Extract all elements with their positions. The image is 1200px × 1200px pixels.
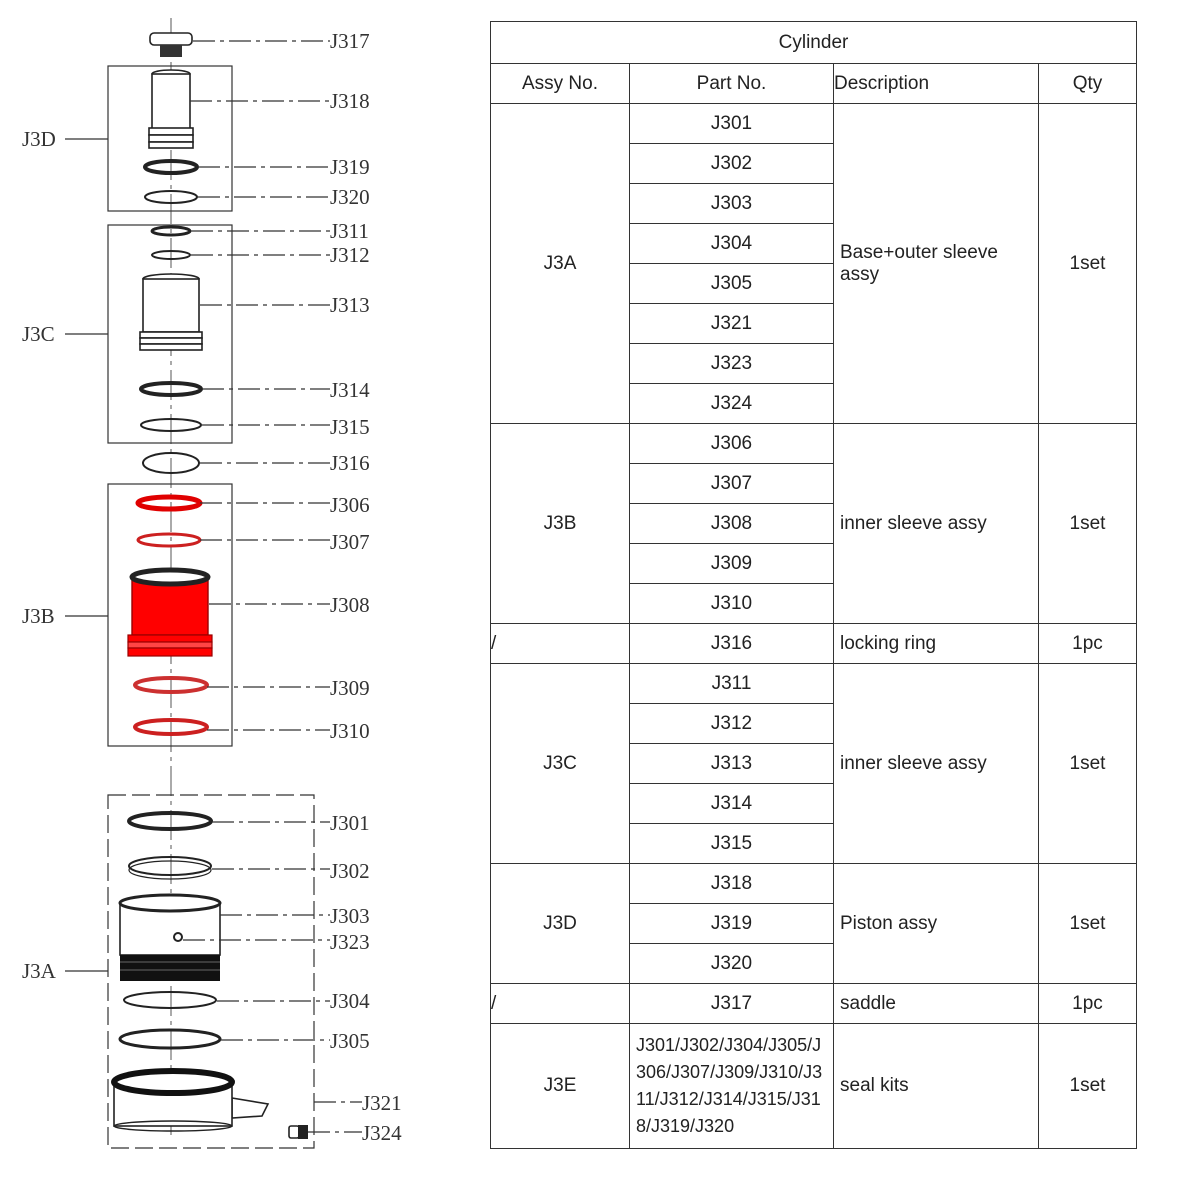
table-row (491, 1024, 1137, 1149)
part-j306-ring (138, 497, 200, 509)
part-j305-ring (120, 1030, 220, 1048)
part-no-cell: J323 (630, 344, 834, 384)
qty-cell: 1set (1039, 104, 1137, 424)
assy-no-cell: J3C (491, 664, 630, 864)
part-no-cell: J311 (630, 664, 834, 704)
part-j324-fitting (289, 1125, 308, 1139)
description-cell: inner sleeve assy (834, 664, 1039, 864)
description-cell: Base+outer sleeve assy (834, 104, 1039, 424)
part-no-cell: J309 (630, 544, 834, 584)
label-j310: J310 (330, 719, 370, 743)
exploded-diagram (0, 0, 480, 1200)
qty-cell: 1set (1039, 424, 1137, 624)
table-row (491, 104, 1137, 144)
label-j312: J312 (330, 243, 370, 267)
part-no-cell: J301 (630, 104, 834, 144)
part-no-cell: J310 (630, 584, 834, 624)
qty-cell: 1set (1039, 1024, 1137, 1149)
part-j321-base (114, 1071, 268, 1131)
part-j302-ring (129, 857, 211, 879)
description-cell: locking ring (834, 624, 1039, 664)
part-j323-screw (174, 933, 182, 941)
part-no-cell: J316 (630, 624, 834, 664)
label-j321: J321 (362, 1091, 402, 1115)
label-j324: J324 (362, 1121, 402, 1145)
table-row (491, 424, 1137, 464)
part-j303-outer-sleeve (120, 895, 220, 981)
description-cell: saddle (834, 984, 1039, 1024)
part-no-cell: J306 (630, 424, 834, 464)
parts-table (490, 21, 1137, 1149)
assy-no-cell: / (491, 984, 630, 1024)
table-row (491, 624, 1137, 664)
header-description: Description (834, 64, 1039, 104)
label-j309: J309 (330, 676, 370, 700)
label-j313: J313 (330, 293, 370, 317)
part-no-cell: J319 (630, 904, 834, 944)
qty-cell: 1set (1039, 864, 1137, 984)
part-no-cell: J312 (630, 704, 834, 744)
qty-cell: 1set (1039, 664, 1137, 864)
group-label-j3d: J3D (22, 127, 56, 151)
label-j316: J316 (330, 451, 370, 475)
label-j302: J302 (330, 859, 370, 883)
label-j320: J320 (330, 185, 370, 209)
part-no-cell: J320 (630, 944, 834, 984)
label-j311: J311 (330, 219, 369, 243)
assy-no-cell: J3E (491, 1024, 630, 1149)
label-j303: J303 (330, 904, 370, 928)
part-no-cell: J303 (630, 184, 834, 224)
part-j308-inner-sleeve (128, 570, 212, 656)
part-no-cell: J321 (630, 304, 834, 344)
header-qty: Qty (1039, 64, 1137, 104)
label-j319: J319 (330, 155, 370, 179)
part-no-cell: J305 (630, 264, 834, 304)
part-no-cell: J313 (630, 744, 834, 784)
description-cell: Piston assy (834, 864, 1039, 984)
group-label-j3a: J3A (22, 959, 56, 983)
label-j317: J317 (330, 29, 370, 53)
label-j301: J301 (330, 811, 370, 835)
part-no-cell: J304 (630, 224, 834, 264)
label-j305: J305 (330, 1029, 370, 1053)
header-assy-no: Assy No. (491, 64, 630, 104)
qty-cell: 1pc (1039, 624, 1137, 664)
label-j315: J315 (330, 415, 370, 439)
part-j317-saddle (150, 33, 192, 57)
part-no-cell: J317 (630, 984, 834, 1024)
part-no-cell: J302 (630, 144, 834, 184)
label-j307: J307 (330, 530, 370, 554)
part-j304-ring (124, 992, 216, 1008)
assy-no-cell: J3A (491, 104, 630, 424)
label-j306: J306 (330, 493, 370, 517)
header-part-no: Part No. (630, 64, 834, 104)
assy-no-cell: J3D (491, 864, 630, 984)
assy-no-cell: / (491, 624, 630, 664)
description-cell: inner sleeve assy (834, 424, 1039, 624)
table-title: Cylinder (491, 22, 1137, 64)
group-label-j3b: J3B (22, 604, 55, 628)
part-no-cell: J315 (630, 824, 834, 864)
part-no-cell: J314 (630, 784, 834, 824)
label-j323: J323 (330, 930, 370, 954)
qty-cell: 1pc (1039, 984, 1137, 1024)
part-no-cell: J308 (630, 504, 834, 544)
part-no-cell: J301/J302/J304/J305/J306/J307/J309/J310/J311/J312/J314/J315/J318/J319/J320 (630, 1024, 834, 1149)
part-j307-ring (138, 534, 200, 546)
part-no-cell: J318 (630, 864, 834, 904)
part-j318-piston (149, 70, 193, 148)
group-label-j3c: J3C (22, 322, 55, 346)
label-j304: J304 (330, 989, 370, 1013)
part-no-cell: J324 (630, 384, 834, 424)
assy-no-cell: J3B (491, 424, 630, 624)
part-no-cell: J307 (630, 464, 834, 504)
table-row (491, 864, 1137, 904)
part-j301-ring (129, 813, 211, 829)
label-j314: J314 (330, 378, 370, 402)
label-j318: J318 (330, 89, 370, 113)
label-j308: J308 (330, 593, 370, 617)
table-body (491, 104, 1137, 1149)
description-cell: seal kits (834, 1024, 1039, 1149)
part-j313-sleeve (140, 274, 202, 350)
table-row (491, 984, 1137, 1024)
table-row (491, 664, 1137, 704)
